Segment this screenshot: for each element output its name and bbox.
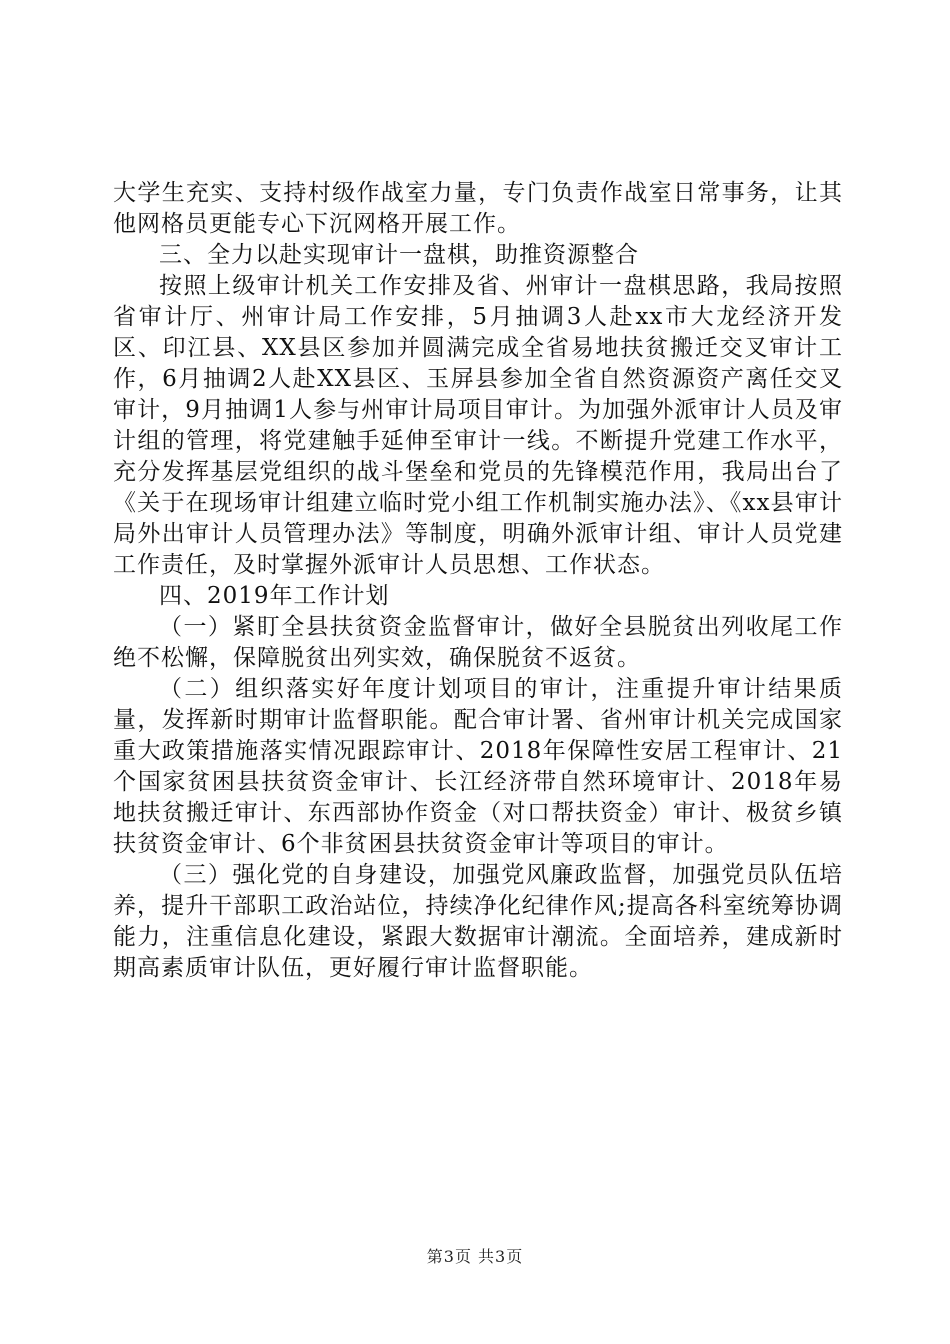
paragraph-audit-coordination: 按照上级审计机关工作安排及省、州审计一盘棋思路，我局按照省审计厅、州审计局工作安排，5月抽调3人赴xx市大龙经济开发区、印江县、XX县区参加并圆满完成全省易地扶贫搬迁交叉审计工作，6月抽调2人赴XX县区、玉屏县参加全省自然资源资产离任交叉审计，9月抽调1人参与州审计局项目审计。为加强外派审计人员及审计组的管理，将党建触手延伸至审计一线。不断提升党建工作水平，充分发挥基层党组织的战斗堡垒和党员的先锋模范作用，我局出台了《关于在现场审计组建立临时党小组工作机制实施办法》、《xx县审计局外出审计人员管理办法》等制度，明确外派审计组、审计人员党建工作责任，及时掌握外派审计人员思想、工作状态。 [113, 273, 843, 578]
plan-item-3: （三）强化党的自身建设，加强党风廉政监督，加强党员队伍培养，提升干部职工政治站位，持续净化纪律作风;提高各科室统筹协调能力，注重信息化建设，紧跟大数据审计潮流。全面培养，建成新时期高素质审计队伍，更好履行审计监督职能。 [113, 862, 843, 981]
section-heading-3: 三、全力以赴实现审计一盘棋，助推资源整合 [159, 242, 639, 268]
page-number-footer: 第3页 共3页 [426, 1247, 524, 1266]
document-body [113, 178, 843, 984]
paragraph-continuation: 大学生充实、支持村级作战室力量，专门负责作战室日常事务，让其他网格员更能专心下沉网格开展工作。 [113, 180, 843, 237]
plan-item-2: （二）组织落实好年度计划项目的审计，注重提升审计结果质量，发挥新时期审计监督职能。配合审计署、省州审计机关完成国家重大政策措施落实情况跟踪审计、2018年保障性安居工程审计、21个国家贫困县扶贫资金审计、长江经济带自然环境审计、2018年易地扶贫搬迁审计、东西部协作资金（对口帮扶资金）审计、极贫乡镇扶贫资金审计、6个非贫困县扶贫资金审计等项目的审计。 [113, 676, 843, 857]
section-heading-4: 四、2019年工作计划 [159, 583, 390, 609]
plan-item-1: （一）紧盯全县扶贫资金监督审计，做好全县脱贫出列收尾工作绝不松懈，保障脱贫出列实效，确保脱贫不返贫。 [113, 614, 843, 671]
